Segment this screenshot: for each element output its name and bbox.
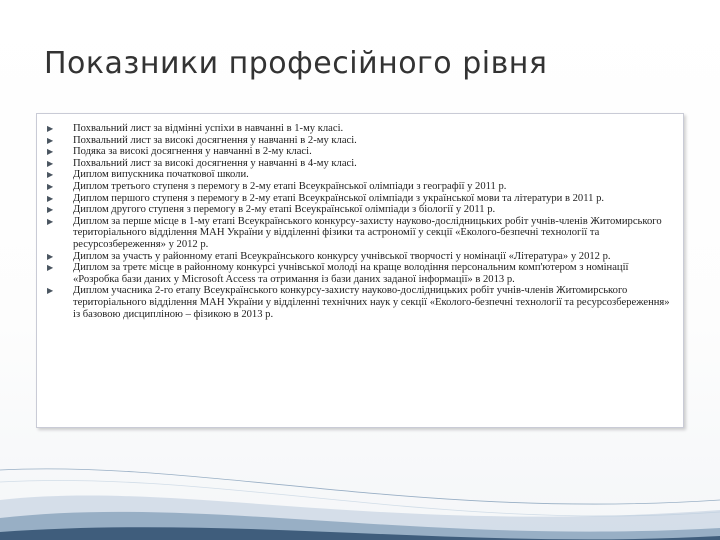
triangle-right-icon: ▶ xyxy=(47,216,54,226)
content-box xyxy=(36,113,684,428)
bullet-text: Диплом випускника початкової школи. xyxy=(73,169,249,181)
bullet-text: Похвальний лист за відмінні успіхи в навчанні в 1-му класі. xyxy=(73,123,344,134)
bullet-list xyxy=(37,114,683,320)
triangle-right-icon: ▶ xyxy=(47,170,54,180)
bullet-item xyxy=(37,216,675,251)
bullet-item xyxy=(37,285,675,320)
bullet-item xyxy=(37,193,675,205)
triangle-right-icon: ▶ xyxy=(47,158,54,168)
bullet-text: Диплом третього ступеня з перемогу в 2-му етапі Всеукраїнської олімпіади з географії у 2011 р. xyxy=(73,180,507,192)
bullet-item xyxy=(37,146,675,158)
triangle-right-icon: ▶ xyxy=(47,286,54,296)
bullet-item xyxy=(37,251,675,263)
bullet-item xyxy=(37,123,675,135)
triangle-right-icon: ▶ xyxy=(47,124,54,133)
bullet-text: Диплом учасника 2-го етапу Всеукраїнського конкурсу-захисту науково-дослідницьких робіт учнів-членів Житомирського територіального відділення МАН України у відділенні технічних наук у секції «Еколого-безпечні технології та ресурсозбереження» із базовою дисципліною – фізикою в 2013 р. xyxy=(73,285,670,320)
bullet-text: Диплом першого ступеня з перемогу в 2-му етапі Всеукраїнської олімпіади з української мови та літератури в 2011 р. xyxy=(73,192,605,204)
bullet-item xyxy=(37,169,675,181)
bullet-item xyxy=(37,204,675,216)
bullet-text: Диплом за участь у районному етапі Всеукраїнського конкурсу учнівської творчості у номінації «Література» у 2012 р. xyxy=(73,250,611,262)
triangle-right-icon: ▶ xyxy=(47,193,54,203)
bullet-text: Диплом другого ступеня з перемогу в 2-му етапі Всеукраїнської олімпіади з біології у 2011 р. xyxy=(73,204,496,216)
bullet-item xyxy=(37,181,675,193)
triangle-right-icon: ▶ xyxy=(47,135,54,145)
bullet-text: Диплом за перше місце в 1-му етапі Всеукраїнського конкурсу-захисту науково-дослідницьких робіт учнів-членів Житомирського територіального відділення МАН України у відділенні фізики та астрономії у секції «Еколого-безпечні технології та ресурсозбереження» у 2012 р. xyxy=(73,215,662,250)
triangle-right-icon: ▶ xyxy=(47,263,54,273)
bullet-item xyxy=(37,262,675,285)
bullet-text: Похвальний лист за високі досягнення у навчанні в 2-му класі. xyxy=(73,134,357,146)
triangle-right-icon: ▶ xyxy=(47,205,54,215)
bullet-text: Подяка за високі досягнення у навчанні в 2-му класі. xyxy=(73,146,312,158)
triangle-right-icon: ▶ xyxy=(47,181,54,191)
slide-title: Показники професійного рівня xyxy=(44,46,548,81)
bullet-item xyxy=(37,158,675,170)
bullet-text: Диплом за третє місце в районному конкурсі учнівської молоді на краще володіння персональним комп'ютером з номінації «Розробка бази даних у Microsoft Access та отримання із бази даних заданої інформації» в 2013 р. xyxy=(73,262,629,285)
triangle-right-icon: ▶ xyxy=(47,147,54,157)
triangle-right-icon: ▶ xyxy=(47,251,54,261)
decorative-wave xyxy=(0,440,720,540)
bullet-text: Похвальний лист за високі досягнення у навчанні в 4-му класі. xyxy=(73,157,357,169)
bullet-item xyxy=(37,135,675,147)
